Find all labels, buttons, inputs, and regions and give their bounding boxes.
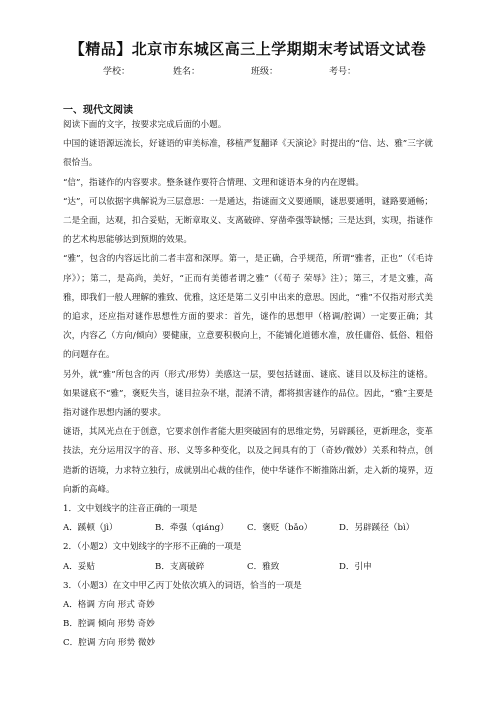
q3-option-b: B．腔调 倾向 形势 奇妙 <box>63 619 155 630</box>
passage-paragraph-3: “达”，可以依据字典解说为三层意思：一是通达，指谜面文义要通顺，谜思要通明，谜路要通畅；二是全面，达观，扣合妥贴，无断章取义、支离破碎、穿凿牵强等缺憾；三是达到，实现，指谜作的艺术构思能够达到预期的效果。 <box>63 196 433 246</box>
section-title: 一、现代文阅读 <box>63 105 133 116</box>
q3-option-c: C．腔调 方向 形势 微妙 <box>63 638 156 649</box>
passage-paragraph-4: “雅”，包含的内容远比前二者丰富和深厚。第一，是正确，合乎规范，所谓“雅者，正也”（《毛诗序》）；第二，是高尚，美好，“正而有美德者谓之雅”（《荀子 荣辱》注）；第三，才是文雅，高雅，即我们一般人理解的雅致、优雅，这还是第二义引申出来的意思。因此，“雅”不仅指对形式美的追求，还应指对谜作思想性方面的要求：首先，谜作的思想甲（格调/腔调）一定要正确；其次，内容乙（方向/倾向）要健康，立意要积极向上，不能铺化道德水准，放任庸俗、低俗、粗俗的问题存在。 <box>63 254 433 361</box>
question-2-options <box>63 558 433 577</box>
q1-option-c: C．褒贬（bǎo） <box>247 523 313 534</box>
q3-option-a: A．格调 方向 形式 奇妙 <box>63 600 155 611</box>
passage-paragraph-1: 中国的谜语源远流长，好谜语的审美标准，移植严复翻译《天演论》时提出的“信、达、雅”三字就很恰当。 <box>63 139 433 169</box>
q2-option-c: C．雅致 <box>247 561 280 572</box>
q2-option-b: B．支离破碎 <box>155 561 205 572</box>
q1-option-b: B．牵强（qiáng） <box>155 523 229 534</box>
passage-paragraph-6: 谜语，其风光点在于创意，它要求创作者能大胆突破固有的思维定势，另辟蹊径，更新理念，变革技法，充分运用汉字的音、形、义等多种变化，以及之间具有的丁（奇妙/微妙）关系和特点，创造新的语境，力求特立独行，成就别出心裁的佳作，使中华谜作不断推陈出新，走入新的境界，迈向新的高峰。 <box>63 427 433 495</box>
passage-paragraph-5: 另外，就“雅”所包含的丙（形式/形势）美感这一层，要包括谜面、谜底、谜目以及标注的谜格。如果谜底不“雅”，褒贬失当，谜目拉杂不堪，混淆不清，都将损害谜作的品位。因此，“雅”主要是指对谜作思想内涵的要求。 <box>63 369 433 419</box>
student-info-row <box>103 64 356 77</box>
name-field: 姓名： <box>173 67 201 77</box>
q2-option-a: A．妥贴 <box>63 561 95 572</box>
question-3-stem: 3．（小题3）在文中甲乙丙丁处依次填入的词语，恰当的一项是 <box>63 580 302 591</box>
passage-body <box>63 116 433 654</box>
instruction-text: 阅读下面的文字，按要求完成后面的小题。 <box>63 120 227 130</box>
school-field: 学校： <box>103 67 131 77</box>
q1-option-d: D．另辟蹊径（bì） <box>339 523 415 534</box>
question-1-options <box>63 519 433 538</box>
class-field: 班级： <box>251 67 279 77</box>
q1-option-a: A．蹊顿（jì） <box>63 523 118 534</box>
passage-paragraph-2: “信”，指谜作的内容要求。整条谜作要符合情理、文理和谜语本身的内在逻辑。 <box>63 177 364 188</box>
exam-title: 【精品】北京市东城区高三上学期期末考试语文试卷 <box>69 40 427 58</box>
number-field: 考号： <box>329 67 357 77</box>
q2-option-d: D．引申 <box>339 561 372 572</box>
question-1-stem: 1．文中划线字的注音正确的一项是 <box>63 504 198 515</box>
question-2-stem: 2．（小题2）文中划线字的字形不正确的一项是 <box>63 542 242 553</box>
